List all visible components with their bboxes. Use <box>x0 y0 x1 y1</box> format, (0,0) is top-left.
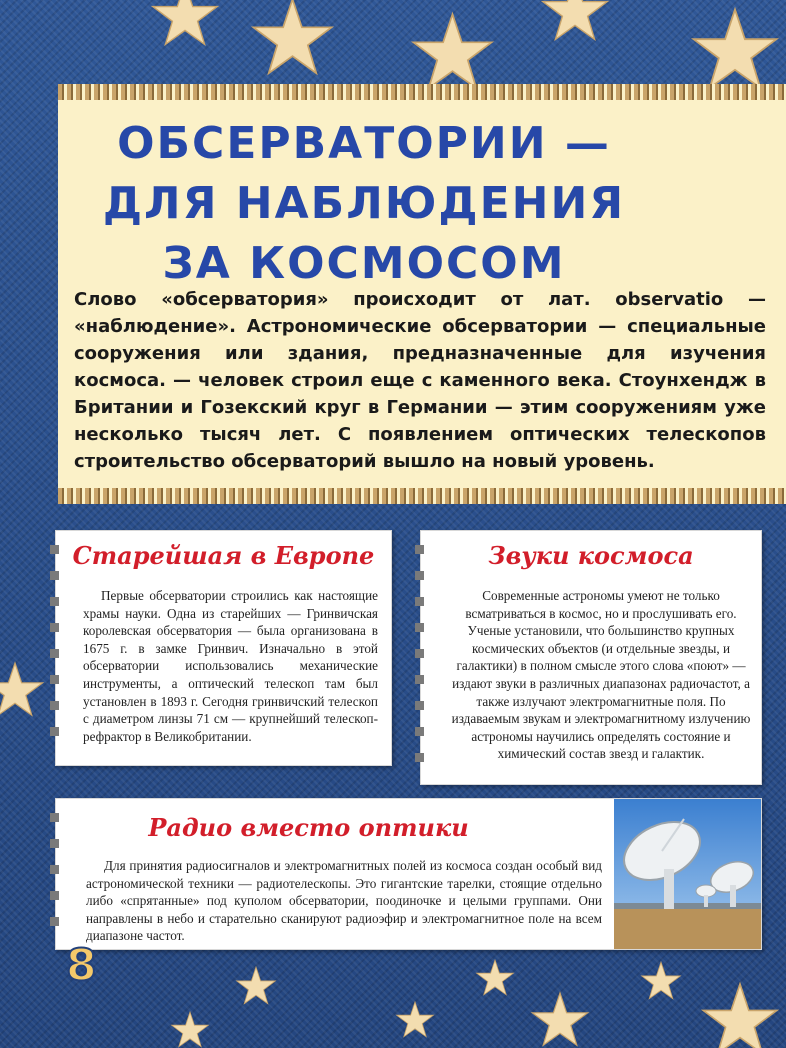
stitch-border-bottom <box>58 488 786 504</box>
star-decoration <box>540 0 610 45</box>
section-text-sounds: Современные астрономы умеют не только всматриваться в космос, но и прослушивать его. Ученые установили, что большинство крупных космических объектов (и отдельные звезды, и галактики) в полном смысле этого слова «поют» — издают звуки в различных диапазонах радиочастот, а также излучают электромагнитные поля. По издаваемым звукам и электромагнитному излучению астрономы научились определять состояние и химический состав звезд и галактик. <box>451 588 751 762</box>
star-decoration <box>410 10 495 95</box>
star-decoration <box>150 0 220 50</box>
star-decoration <box>235 965 277 1007</box>
notebook-holes <box>415 545 429 779</box>
title-line-2: ДЛЯ НАБЛЮДЕНИЯ <box>102 178 626 229</box>
section-title-oldest: Старейшая в Европе <box>72 541 375 570</box>
star-decoration <box>475 958 515 998</box>
star-decoration <box>530 990 590 1048</box>
card-oldest-in-europe <box>55 530 392 766</box>
star-decoration <box>250 0 335 80</box>
card-sounds-of-space <box>420 530 762 785</box>
radio-telescope-photo <box>614 799 761 949</box>
star-decoration <box>640 960 682 1002</box>
title-line-1: ОБСЕРВАТОРИИ — <box>117 118 611 169</box>
star-decoration <box>0 660 45 720</box>
star-decoration <box>395 1000 435 1040</box>
section-text-radio: Для принятия радиосигналов и электромагнитных полей из космоса создан особый вид астрономической техники — радиотелескопы. Это гигантские тарелки, стоящие отдельно либо «спрятанные» под куполом обсерватории, поодиночке и целыми группами. Они направлены в небо и старательно сканируют радиоэфир и электромагнитное поле на всем диапазоне частот. <box>86 858 602 944</box>
page-number: 8 <box>66 940 97 991</box>
page-title <box>58 114 670 294</box>
notebook-holes <box>50 545 64 753</box>
section-text-oldest: Первые обсерватории строились как настоящие храмы науки. Одна из старейших — Гринвичская королевская обсерватория — была организована в 1675 г. в замке Гринвич. Изначально в этой обсерватории использовались механические инструменты, а оптический телескоп там был установлен в 1893 г. Сегодня гринвичский телескоп с диаметром линзы 71 см — крупнейший телескоп-рефрактор в Великобритании. <box>83 588 378 744</box>
star-decoration <box>690 5 780 95</box>
star-decoration <box>170 1010 210 1048</box>
section-title-sounds: Звуки космоса <box>488 541 694 570</box>
intro-panel <box>58 84 786 504</box>
title-line-3: ЗА КОСМОСОМ <box>162 238 566 289</box>
stitch-border-top <box>58 84 786 100</box>
card-radio-instead-of-optics <box>55 798 762 950</box>
star-decoration <box>700 980 780 1048</box>
intro-text: Слово «обсерватория» происходит от лат. observatio — «наблюдение». Астрономические обсерватории — специальные сооружения или здания, предназначенные для изучения космоса. — человек строил еще с каменного века. Стоунхендж в Британии и Гозекский круг в Германии — этим сооружениям уже несколько тысяч лет. С появлением оптических телескопов строительство обсерваторий вышло на новый уровень. <box>74 289 766 472</box>
section-title-radio: Радио вместо оптики <box>148 813 469 842</box>
